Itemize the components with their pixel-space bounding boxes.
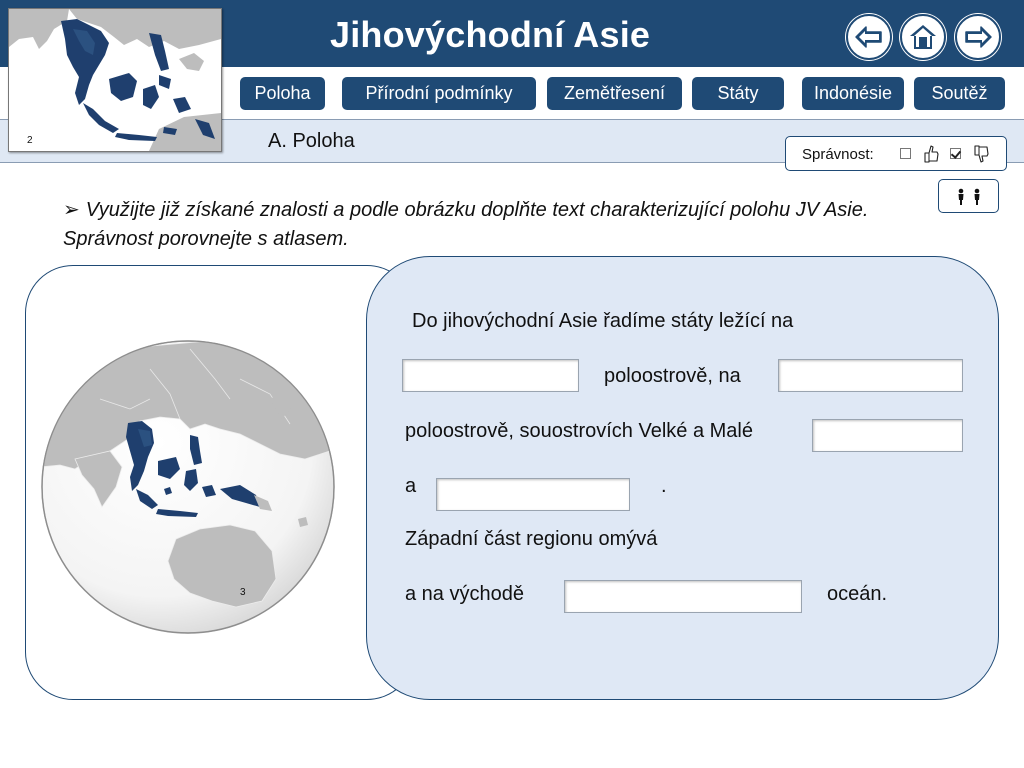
tab-zemetreseni[interactable]: Zemětřesení: [547, 77, 682, 110]
previous-button[interactable]: [846, 14, 892, 60]
thumbs-down-icon: [972, 144, 990, 164]
prev-arrow-icon: [851, 19, 887, 55]
tab-soutez[interactable]: Soutěž: [914, 77, 1005, 110]
two-persons-icon: [955, 188, 983, 206]
exercise-line-2: poloostrově, na: [604, 365, 741, 387]
page-title: Jihovýchodní Asie: [330, 14, 651, 55]
pair-work-button[interactable]: [938, 179, 999, 213]
exercise-line-1: Do jihovýchodní Asie řadíme státy ležící na: [412, 310, 794, 332]
exercise-line-6-prefix: a na východě: [405, 583, 524, 605]
page-number-globe: 3: [240, 587, 246, 598]
correctness-panel: [785, 136, 1007, 171]
exercise-line-4-prefix: a: [405, 475, 417, 497]
home-icon: [905, 19, 941, 55]
exercise-line-3: poloostrově, souostrovích Velké a Malé: [405, 420, 753, 442]
exercise-line-4-suffix: .: [661, 475, 667, 497]
thumbs-up-icon: [922, 144, 940, 164]
islands-field-1[interactable]: [812, 419, 963, 452]
bullet-arrow-icon: ➢: [63, 199, 80, 221]
correctness-label: Správnost:: [802, 146, 874, 163]
exercise-panel: [366, 256, 999, 700]
tab-staty[interactable]: Státy: [692, 77, 784, 110]
correct-checkbox[interactable]: [900, 148, 911, 159]
page-number-thumbnail: 2: [27, 135, 33, 146]
exercise-line-6-suffix: oceán.: [827, 583, 888, 605]
tab-prirodni-podminky[interactable]: Přírodní podmínky: [342, 77, 536, 110]
peninsula-field-1[interactable]: [402, 359, 579, 392]
globe-map: [40, 339, 336, 635]
exercise-line-5: Západní část regionu omývá: [405, 528, 658, 550]
next-arrow-icon: [960, 19, 996, 55]
region-map-thumbnail: [8, 8, 222, 152]
peninsula-field-2[interactable]: [778, 359, 963, 392]
tab-indonesie[interactable]: Indonésie: [802, 77, 904, 110]
next-button[interactable]: [955, 14, 1001, 60]
instruction-text: [63, 196, 903, 254]
tab-poloha[interactable]: Poloha: [240, 77, 325, 110]
islands-field-2[interactable]: [436, 478, 630, 511]
section-title: A. Poloha: [268, 130, 355, 152]
ocean-field[interactable]: [564, 580, 802, 613]
instruction-body: Využijte již získané znalosti a podle obrázku doplňte text charakterizující polohu JV Asie. Správnost porovnejte s atlasem.: [63, 199, 869, 250]
incorrect-checkbox[interactable]: [950, 148, 961, 159]
home-button[interactable]: [900, 14, 946, 60]
